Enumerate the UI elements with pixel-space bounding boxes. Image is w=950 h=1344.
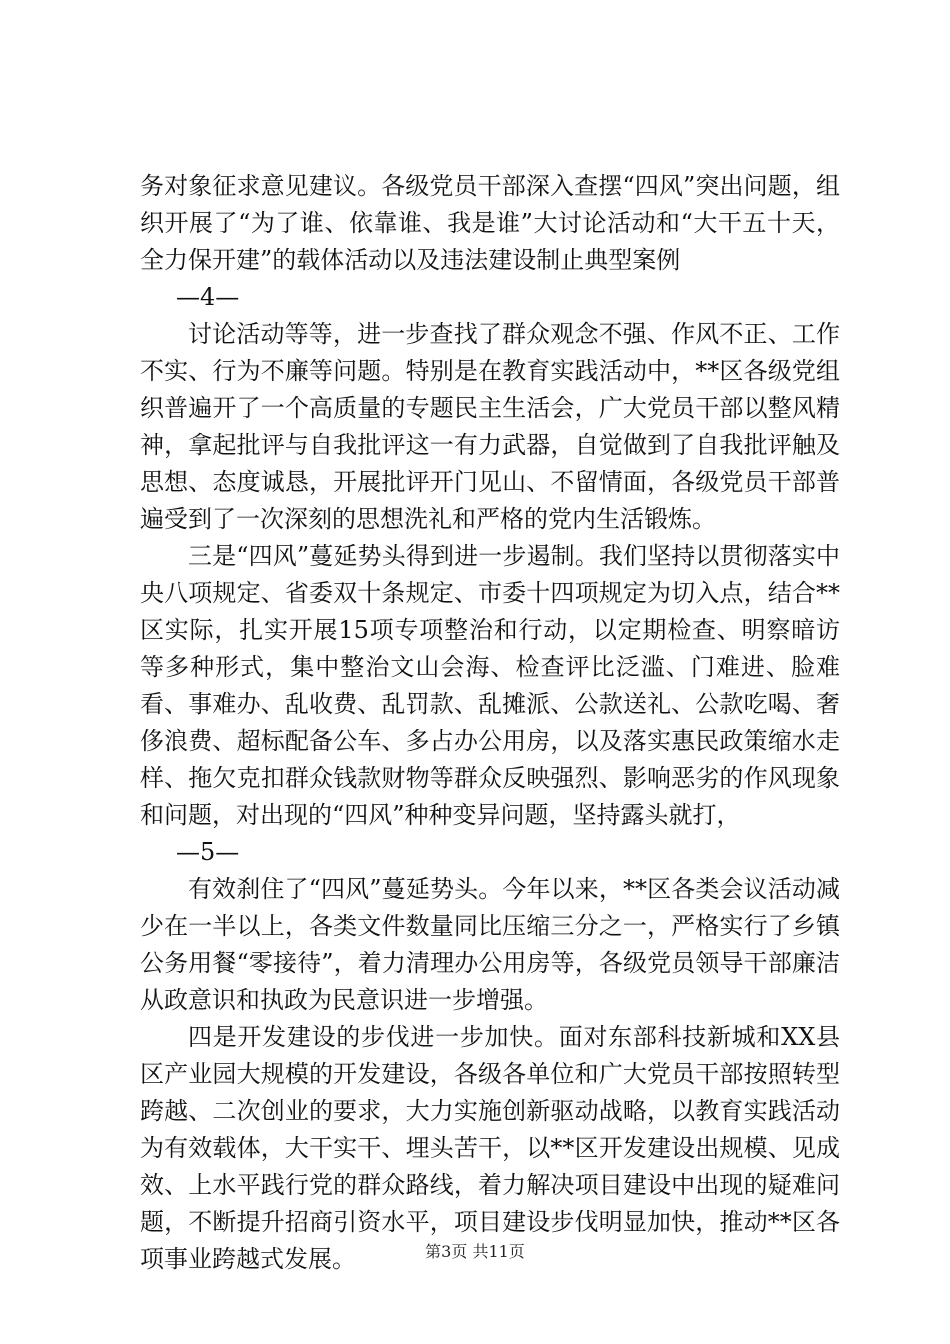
page-marker-4: —4— (176, 283, 240, 311)
page-footer: 第3页 共11页 (425, 1242, 525, 1261)
paragraph-3: 三是“四风”蔓延势头得到进一步遏制。我们坚持以贯彻落实中央八项规定、省委双十条规定、市委十四项规定为切入点，结合**区实际，扎实开展15项专项整治和行动，以定期检查、明察暗访等多种形式，集中整治文山会海、检查评比泛滥、门难进、脸难看、事难办、乱收费、乱罚款、乱摊派、公款送礼、公款吃喝、奢侈浪费、超标配备公车、多占办公用房，以及落实惠民政策缩水走样、拖欠克扣群众钱款财物等群众反映强烈、影响恶劣的作风现象和问题，对出现的“四风”种种变异问题，坚持露头就打， (140, 542, 840, 829)
document-body (140, 168, 840, 1278)
paragraph-1: 务对象征求意见建议。各级党员干部深入查摆“四风”突出问题，组织开展了“为了谁、依靠谁、我是谁”大讨论活动和“大干五十天，全力保开建”的载体活动以及违法建设制止典型案例 (140, 172, 840, 274)
paragraph-2: 讨论活动等等，进一步查找了群众观念不强、作风不正、工作不实、行为不廉等问题。特别是在教育实践活动中，**区各级党组织普遍开了一个高质量的专题民主生活会，广大党员干部以整风精神，拿起批评与自我批评这一有力武器，自觉做到了自我批评触及思想、态度诚恳，开展批评开门见山、不留情面，各级党员干部普遍受到了一次深刻的思想洗礼和严格的党内生活锻炼。 (140, 320, 840, 533)
paragraph-5: 四是开发建设的步伐进一步加快。面对东部科技新城和XX县区产业园大规模的开发建设，各级各单位和广大党员干部按照转型跨越、二次创业的要求，大力实施创新驱动战略，以教育实践活动为有效载体，大干实干、埋头苦干，以**区开发建设出规模、见成效、上水平践行党的群众路线，着力解决项目建设中出现的疑难问题，不断提升招商引资水平，项目建设步伐明显加快，推动**区各项事业跨越式发展。 (140, 1023, 840, 1273)
page-marker-5: —5— (176, 838, 240, 866)
paragraph-4: 有效刹住了“四风”蔓延势头。今年以来，**区各类会议活动减少在一半以上，各类文件数量同比压缩三分之一，严格实行了乡镇公务用餐“零接待”，着力清理办公用房等，各级党员领导干部廉洁从政意识和执政为民意识进一步增强。 (140, 875, 840, 1014)
